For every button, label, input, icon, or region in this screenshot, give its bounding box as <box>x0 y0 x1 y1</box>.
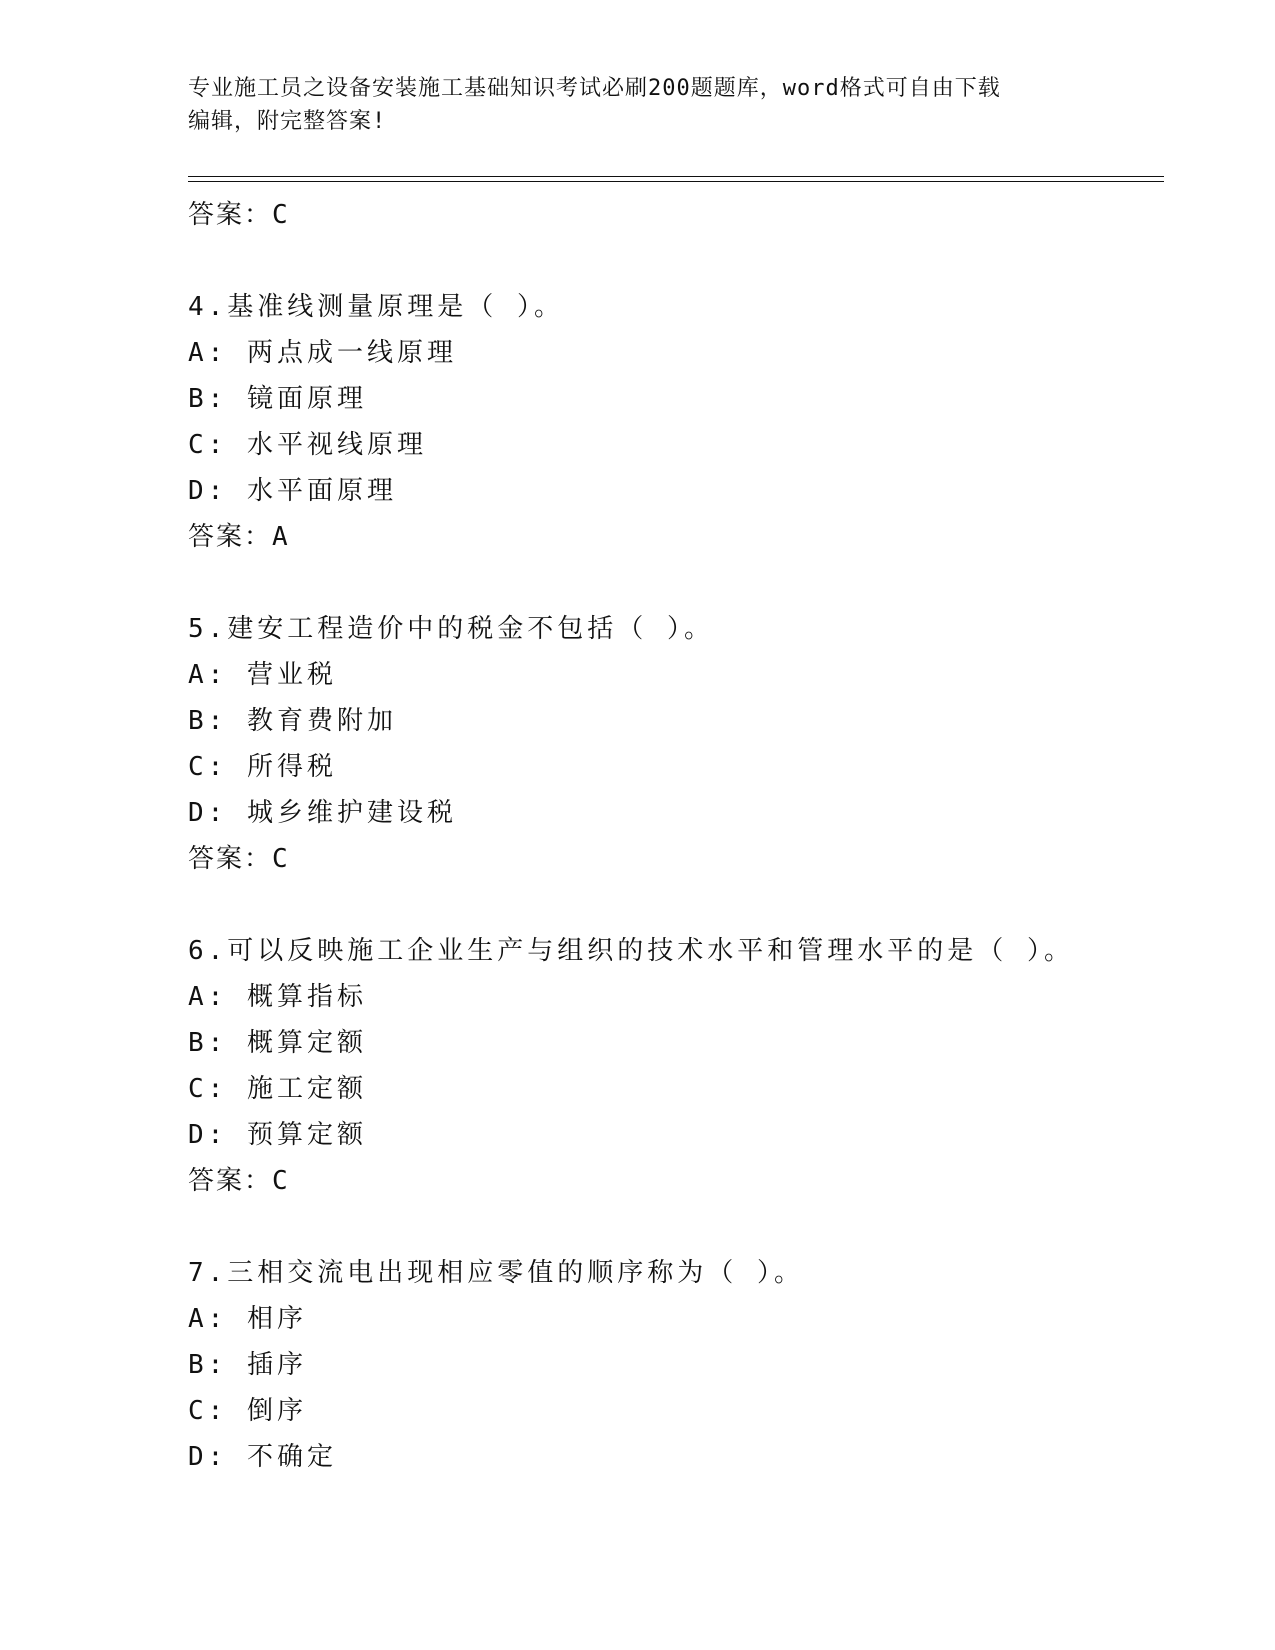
option-c: C: 施工定额 <box>188 1074 367 1104</box>
answer: 答案：A <box>188 522 290 552</box>
header-line-2: 编辑，附完整答案! <box>188 109 387 134</box>
question-6 <box>188 928 1168 1204</box>
option-b: B: 教育费附加 <box>188 706 397 736</box>
option-b: B: 镜面原理 <box>188 384 367 414</box>
option-d: D: 城乡维护建设税 <box>188 798 457 828</box>
option-c: C: 倒序 <box>188 1396 307 1426</box>
question-4 <box>188 284 1168 560</box>
option-c: C: 水平视线原理 <box>188 430 427 460</box>
question-stem: 7.三相交流电出现相应零值的顺序称为（ ）。 <box>188 1258 804 1288</box>
spacer <box>188 1204 1168 1250</box>
option-c: C: 所得税 <box>188 752 337 782</box>
option-a: A: 营业税 <box>188 660 337 690</box>
question-stem: 6.可以反映施工企业生产与组织的技术水平和管理水平的是（ ）。 <box>188 936 1074 966</box>
question-7 <box>188 1250 1168 1480</box>
header-divider-bottom <box>188 181 1164 182</box>
answer: 答案：C <box>188 1166 290 1196</box>
spacer <box>188 560 1168 606</box>
spacer <box>188 238 1168 284</box>
option-a: A: 概算指标 <box>188 982 367 1012</box>
answer: 答案：C <box>188 844 290 874</box>
question-5 <box>188 606 1168 882</box>
header-divider-top <box>188 176 1164 177</box>
option-a: A: 两点成一线原理 <box>188 338 457 368</box>
question-stem: 5.建安工程造价中的税金不包括（ ）。 <box>188 614 714 644</box>
option-d: D: 预算定额 <box>188 1120 367 1150</box>
option-b: B: 插序 <box>188 1350 307 1380</box>
option-b: B: 概算定额 <box>188 1028 367 1058</box>
spacer <box>188 882 1168 928</box>
option-a: A: 相序 <box>188 1304 307 1334</box>
header-line-1: 专业施工员之设备安装施工基础知识考试必刷200题题库，word格式可自由下载 <box>188 76 1001 101</box>
option-d: D: 水平面原理 <box>188 476 397 506</box>
option-d: D: 不确定 <box>188 1442 337 1472</box>
document-header <box>188 72 1088 138</box>
question-stem: 4.基准线测量原理是（ ）。 <box>188 292 564 322</box>
answer-prev: 答案：C <box>188 200 290 230</box>
question-content <box>188 192 1168 1480</box>
